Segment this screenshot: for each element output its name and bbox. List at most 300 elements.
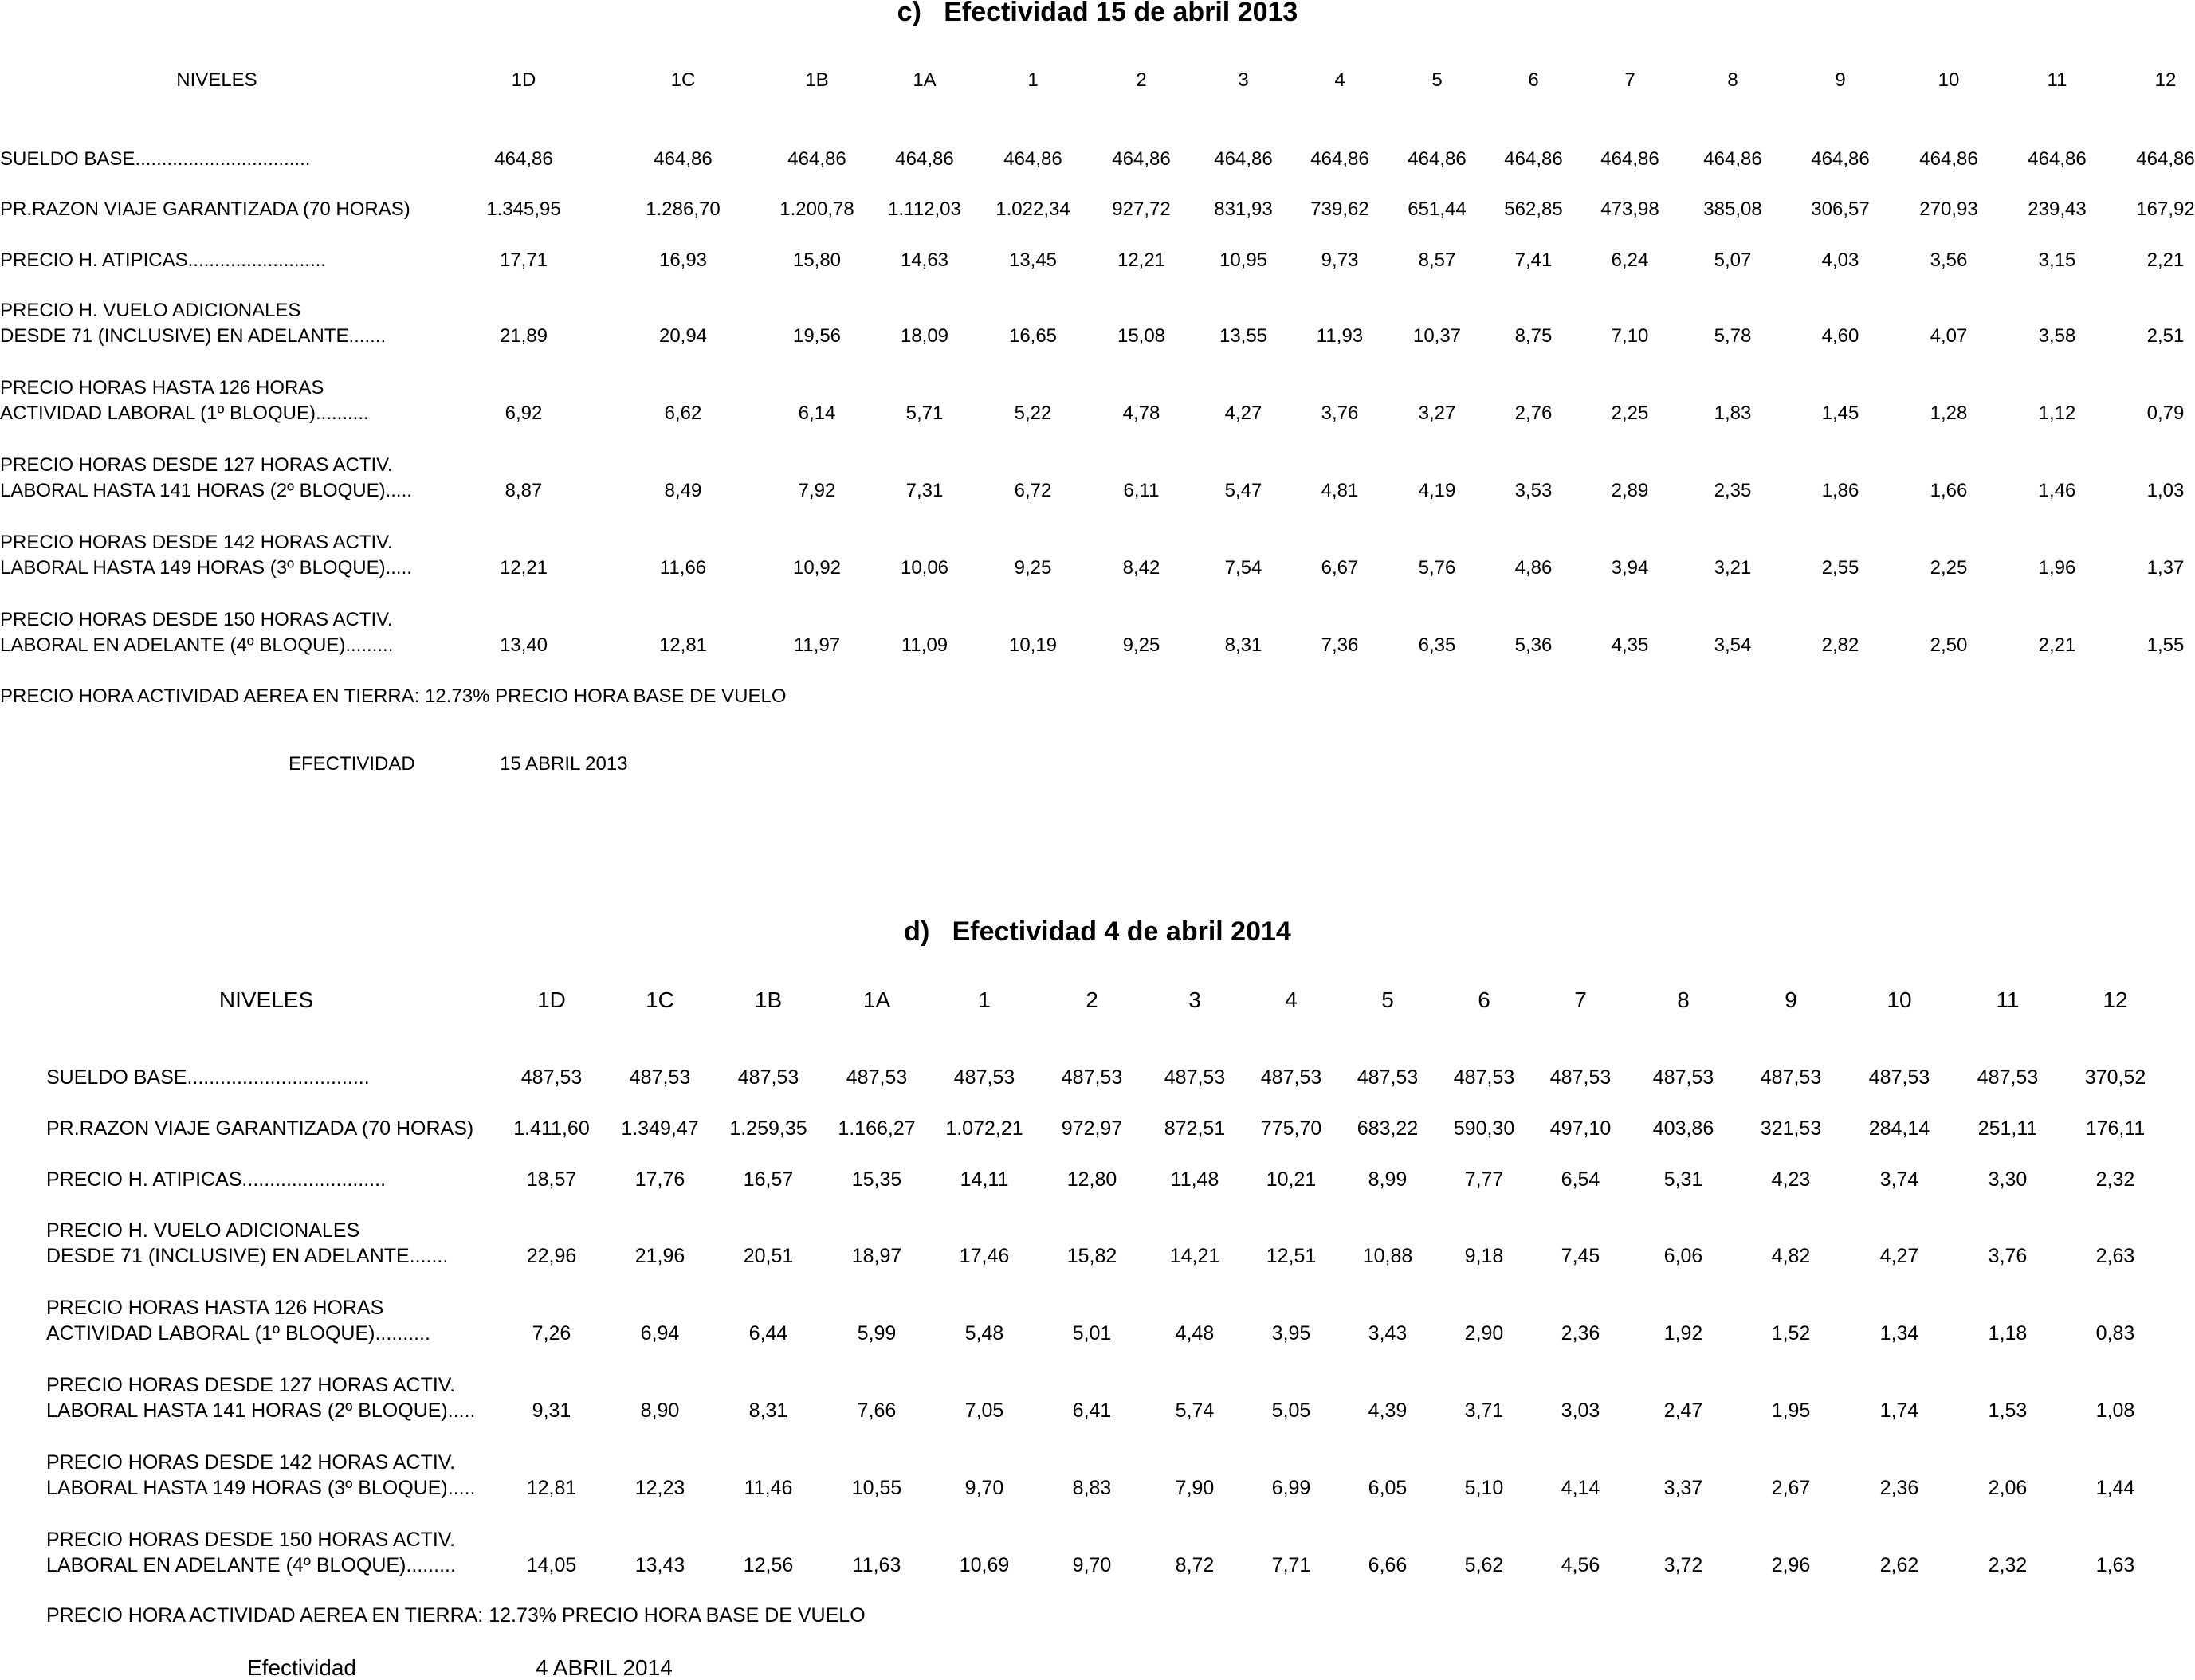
table-cell: 1.022,34 <box>995 198 1070 220</box>
table-cell: 284,14 <box>1868 1117 1930 1140</box>
table-cell: 1,55 <box>2146 634 2185 656</box>
table-cell: 1.345,95 <box>486 198 561 220</box>
level-header: 1 <box>1027 69 1039 91</box>
table-cell: 1,96 <box>2038 557 2076 579</box>
table-cell: 1,92 <box>1663 1322 1703 1344</box>
table-cell: 1,44 <box>2095 1477 2135 1499</box>
table-cell: 9,73 <box>1321 249 1359 271</box>
table-cell: 487,53 <box>1760 1066 1822 1089</box>
table-cell: 6,41 <box>1072 1399 1112 1422</box>
row-label: ACTIVIDAD LABORAL (1º BLOQUE).......... <box>0 402 369 424</box>
table-cell: 4,27 <box>1224 402 1262 424</box>
ground-activity-note: PRECIO HORA ACTIVIDAD AEREA EN TIERRA: 12.73% PRECIO HORA BASE DE VUELO <box>0 685 787 707</box>
table-cell: 5,78 <box>1714 325 1752 347</box>
table-cell: 12,21 <box>499 557 548 579</box>
table-cell: 17,46 <box>959 1245 1010 1267</box>
effective-date: 15 ABRIL 2013 <box>500 753 628 775</box>
table-cell: 12,23 <box>634 1477 685 1499</box>
table-cell: 15,08 <box>1117 325 1166 347</box>
table-cell: 2,36 <box>1561 1322 1600 1344</box>
table-cell: 6,14 <box>798 402 836 424</box>
table-cell: 15,80 <box>792 249 842 271</box>
table-cell: 13,45 <box>1008 249 1058 271</box>
table-cell: 927,72 <box>1112 198 1171 220</box>
table-cell: 16,65 <box>1008 325 1058 347</box>
effective-label: EFECTIVIDAD <box>289 753 415 775</box>
table-cell: 251,11 <box>1977 1117 2038 1140</box>
level-header: 12 <box>2103 987 2128 1012</box>
table-cell: 6,62 <box>664 402 702 424</box>
table-cell: 1.072,21 <box>945 1117 1023 1140</box>
table-cell: 487,53 <box>1061 1066 1123 1089</box>
table-cell: 22,96 <box>526 1245 577 1267</box>
table-cell: 6,05 <box>1368 1477 1408 1499</box>
table-cell: 3,58 <box>2038 325 2076 347</box>
row-label: PR.RAZON VIAJE GARANTIZADA (70 HORAS) <box>0 198 410 220</box>
table-cell: 5,01 <box>1072 1322 1112 1344</box>
table-cell: 10,06 <box>900 557 949 579</box>
table-cell: 4,81 <box>1321 480 1359 501</box>
table-cell: 270,93 <box>1919 198 1978 220</box>
table-cell: 11,63 <box>852 1554 901 1576</box>
table-cell: 10,95 <box>1219 249 1268 271</box>
effective-date: 4 ABRIL 2014 <box>536 1655 673 1680</box>
row-label: LABORAL EN ADELANTE (4º BLOQUE)......... <box>0 634 394 656</box>
levels-header-label: NIVELES <box>176 69 257 91</box>
level-header: 1C <box>646 987 674 1012</box>
level-header: 11 <box>1996 987 2020 1012</box>
table-cell: 590,30 <box>1453 1117 1515 1140</box>
table-cell: 5,10 <box>1464 1477 1504 1499</box>
table-cell: 487,53 <box>953 1066 1015 1089</box>
level-header: 7 <box>1574 987 1587 1012</box>
table-cell: 3,54 <box>1714 634 1752 656</box>
table-cell: 18,57 <box>526 1168 577 1191</box>
table-cell: 11,66 <box>659 557 707 579</box>
table-cell: 4,07 <box>1930 325 1968 347</box>
table-cell: 1,03 <box>2146 480 2185 501</box>
table-cell: 1,18 <box>1988 1322 2028 1344</box>
table-cell: 7,05 <box>964 1399 1004 1422</box>
table-cell: 464,86 <box>494 148 553 170</box>
table-cell: 6,67 <box>1321 557 1359 579</box>
table-cell: 21,96 <box>634 1245 685 1267</box>
level-header: 3 <box>1238 69 1249 91</box>
row-label: PRECIO HORAS HASTA 126 HORAS <box>0 377 324 398</box>
table-cell: 872,51 <box>1164 1117 1226 1140</box>
table-cell: 167,92 <box>2136 198 2195 220</box>
table-cell: 2,51 <box>2146 325 2185 347</box>
level-header: 1A <box>862 987 891 1012</box>
table-cell: 10,88 <box>1362 1245 1413 1267</box>
table-cell: 7,54 <box>1224 557 1262 579</box>
table-cell: 19,56 <box>792 325 842 347</box>
table-cell: 20,94 <box>658 325 708 347</box>
table-cell: 9,70 <box>1072 1554 1112 1576</box>
table-cell: 464,86 <box>1703 148 1762 170</box>
level-header: 5 <box>1381 987 1394 1012</box>
table-cell: 3,94 <box>1611 557 1649 579</box>
table-cell: 8,75 <box>1514 325 1553 347</box>
table-cell: 2,47 <box>1663 1399 1703 1422</box>
row-label: LABORAL HASTA 149 HORAS (3º BLOQUE)..... <box>0 557 412 579</box>
table-cell: 775,70 <box>1260 1117 1322 1140</box>
table-cell: 5,76 <box>1418 557 1456 579</box>
table-cell: 6,35 <box>1418 634 1456 656</box>
row-label: DESDE 71 (INCLUSIVE) EN ADELANTE....... <box>46 1245 449 1267</box>
level-header: 11 <box>2047 69 2067 91</box>
table-cell: 10,21 <box>1266 1168 1317 1191</box>
ground-activity-note: PRECIO HORA ACTIVIDAD AEREA EN TIERRA: 12.73% PRECIO HORA BASE DE VUELO <box>46 1604 866 1627</box>
table-cell: 5,48 <box>964 1322 1004 1344</box>
table-cell: 4,82 <box>1771 1245 1811 1267</box>
table-cell: 4,60 <box>1821 325 1859 347</box>
table-cell: 2,35 <box>1714 480 1752 501</box>
level-header: 1B <box>754 987 783 1012</box>
table-cell: 14,21 <box>1169 1245 1220 1267</box>
table-cell: 239,43 <box>2028 198 2087 220</box>
table-cell: 464,86 <box>1214 148 1273 170</box>
table-cell: 0,83 <box>2095 1322 2135 1344</box>
table-cell: 1.411,60 <box>513 1117 590 1140</box>
table-cell: 9,25 <box>1122 634 1160 656</box>
row-label: SUELDO BASE................................. <box>46 1066 370 1089</box>
table-cell: 403,86 <box>1652 1117 1714 1140</box>
table-cell: 5,71 <box>905 402 944 424</box>
table-cell: 3,95 <box>1271 1322 1311 1344</box>
table-cell: 12,81 <box>526 1477 577 1499</box>
table-cell: 1,52 <box>1771 1322 1811 1344</box>
table-cell: 487,53 <box>1453 1066 1515 1089</box>
table-cell: 7,90 <box>1175 1477 1215 1499</box>
table-cell: 11,46 <box>744 1477 793 1499</box>
table-cell: 5,47 <box>1224 480 1262 501</box>
row-label: PRECIO HORAS HASTA 126 HORAS <box>46 1297 384 1319</box>
table-cell: 18,09 <box>900 325 949 347</box>
level-header: 2 <box>1086 987 1098 1012</box>
table-cell: 2,55 <box>1821 557 1859 579</box>
table-cell: 3,71 <box>1464 1399 1504 1422</box>
table-cell: 473,98 <box>1600 198 1659 220</box>
level-header: 2 <box>1136 69 1147 91</box>
table-cell: 7,31 <box>905 480 944 501</box>
table-cell: 8,42 <box>1122 557 1160 579</box>
table-cell: 385,08 <box>1703 198 1762 220</box>
row-label: PRECIO HORAS DESDE 142 HORAS ACTIV. <box>0 532 393 553</box>
table-cell: 2,63 <box>2095 1245 2135 1267</box>
table-cell: 464,86 <box>1919 148 1978 170</box>
level-header: 7 <box>1624 69 1635 91</box>
level-header: 1D <box>537 987 566 1012</box>
table-cell: 2,82 <box>1821 634 1859 656</box>
row-label: LABORAL HASTA 141 HORAS (2º BLOQUE)..... <box>0 480 412 501</box>
table-cell: 3,30 <box>1988 1168 2028 1191</box>
table-cell: 0,79 <box>2146 402 2185 424</box>
level-header: 1B <box>805 69 829 91</box>
table-cell: 10,69 <box>959 1554 1010 1576</box>
level-header: 8 <box>1727 69 1738 91</box>
table-cell: 321,53 <box>1760 1117 1822 1140</box>
row-label: PRECIO H. VUELO ADICIONALES <box>0 300 301 321</box>
table-cell: 2,50 <box>1930 634 1968 656</box>
table-cell: 6,66 <box>1368 1554 1408 1576</box>
table-cell: 12,56 <box>743 1554 794 1576</box>
level-header: 4 <box>1334 69 1345 91</box>
table-cell: 11,48 <box>1170 1168 1219 1191</box>
table-cell: 3,53 <box>1514 480 1553 501</box>
row-label: PRECIO HORAS DESDE 150 HORAS ACTIV. <box>0 609 393 630</box>
table-cell: 15,82 <box>1066 1245 1117 1267</box>
table-cell: 2,06 <box>1988 1477 2028 1499</box>
row-label: PRECIO HORAS DESDE 127 HORAS ACTIV. <box>46 1374 456 1396</box>
table-cell: 1,12 <box>2038 402 2076 424</box>
table-cell: 2,32 <box>2095 1168 2135 1191</box>
level-header: 10 <box>1938 69 1960 91</box>
table-cell: 11,93 <box>1316 325 1364 347</box>
table-cell: 4,48 <box>1175 1322 1215 1344</box>
table-cell: 1,53 <box>1988 1399 2028 1422</box>
table-cell: 1.286,70 <box>646 198 721 220</box>
table-cell: 464,86 <box>787 148 846 170</box>
table-cell: 487,53 <box>629 1066 691 1089</box>
table-cell: 831,93 <box>1214 198 1273 220</box>
table-cell: 2,36 <box>1879 1477 1919 1499</box>
table-cell: 5,22 <box>1014 402 1052 424</box>
table-cell: 1.259,35 <box>729 1117 807 1140</box>
table-cell: 5,99 <box>857 1322 897 1344</box>
table-cell: 5,74 <box>1175 1399 1215 1422</box>
table-cell: 464,86 <box>1600 148 1659 170</box>
table-cell: 16,57 <box>743 1168 794 1191</box>
section-title: c) Efectividad 15 de abril 2013 <box>897 0 1298 27</box>
table-cell: 3,72 <box>1663 1554 1703 1576</box>
table-cell: 464,86 <box>1811 148 1870 170</box>
table-cell: 3,74 <box>1879 1168 1919 1191</box>
table-cell: 6,06 <box>1663 1245 1703 1267</box>
row-label: PRECIO HORAS DESDE 142 HORAS ACTIV. <box>46 1451 456 1474</box>
row-label: PR.RAZON VIAJE GARANTIZADA (70 HORAS) <box>46 1117 474 1140</box>
table-cell: 7,92 <box>798 480 836 501</box>
table-cell: 3,15 <box>2038 249 2076 271</box>
table-cell: 18,97 <box>851 1245 902 1267</box>
table-cell: 8,31 <box>1224 634 1262 656</box>
table-cell: 11,97 <box>793 634 841 656</box>
table-cell: 651,44 <box>1408 198 1467 220</box>
table-cell: 21,89 <box>499 325 548 347</box>
table-cell: 5,07 <box>1714 249 1752 271</box>
table-cell: 13,43 <box>634 1554 685 1576</box>
table-cell: 1.349,47 <box>621 1117 699 1140</box>
table-cell: 7,71 <box>1271 1554 1311 1576</box>
table-cell: 9,31 <box>532 1399 571 1422</box>
table-cell: 3,76 <box>1988 1245 2028 1267</box>
table-cell: 1,34 <box>1879 1322 1919 1344</box>
level-header: 6 <box>1528 69 1539 91</box>
table-cell: 1,86 <box>1821 480 1859 501</box>
table-cell: 12,51 <box>1266 1245 1317 1267</box>
levels-header-label: NIVELES <box>218 987 314 1012</box>
row-label: LABORAL EN ADELANTE (4º BLOQUE)......... <box>46 1554 456 1576</box>
table-cell: 1.200,78 <box>779 198 854 220</box>
table-cell: 10,37 <box>1412 325 1462 347</box>
level-header: 3 <box>1188 987 1201 1012</box>
table-cell: 12,80 <box>1066 1168 1117 1191</box>
table-cell: 2,21 <box>2146 249 2185 271</box>
table-cell: 487,53 <box>1652 1066 1714 1089</box>
row-label: PRECIO H. VUELO ADICIONALES <box>46 1219 360 1242</box>
table-cell: 1,74 <box>1879 1399 1919 1422</box>
table-cell: 6,24 <box>1611 249 1649 271</box>
table-cell: 8,57 <box>1418 249 1456 271</box>
table-cell: 1,66 <box>1930 480 1968 501</box>
table-cell: 8,72 <box>1175 1554 1215 1576</box>
table-cell: 2,25 <box>1611 402 1649 424</box>
table-cell: 5,36 <box>1514 634 1553 656</box>
table-cell: 11,09 <box>901 634 948 656</box>
level-header: 4 <box>1285 987 1298 1012</box>
table-cell: 464,86 <box>1504 148 1563 170</box>
table-cell: 739,62 <box>1310 198 1369 220</box>
table-cell: 5,05 <box>1271 1399 1311 1422</box>
table-cell: 487,53 <box>1260 1066 1322 1089</box>
table-cell: 4,14 <box>1561 1477 1600 1499</box>
table-cell: 3,27 <box>1418 402 1456 424</box>
table-cell: 1,28 <box>1930 402 1968 424</box>
table-cell: 3,37 <box>1663 1477 1703 1499</box>
row-label: LABORAL HASTA 149 HORAS (3º BLOQUE)..... <box>46 1477 476 1499</box>
table-cell: 2,62 <box>1879 1554 1919 1576</box>
table-cell: 464,86 <box>654 148 713 170</box>
table-cell: 14,05 <box>526 1554 577 1576</box>
table-cell: 487,53 <box>1164 1066 1226 1089</box>
table-cell: 12,21 <box>1117 249 1166 271</box>
table-cell: 6,44 <box>748 1322 788 1344</box>
table-cell: 1,45 <box>1821 402 1859 424</box>
table-cell: 487,53 <box>846 1066 908 1089</box>
table-cell: 972,97 <box>1061 1117 1123 1140</box>
table-cell: 13,55 <box>1219 325 1268 347</box>
row-label: ACTIVIDAD LABORAL (1º BLOQUE).......... <box>46 1322 430 1344</box>
table-cell: 2,21 <box>2038 634 2076 656</box>
level-header: 1D <box>511 69 536 91</box>
table-cell: 5,31 <box>1663 1168 1703 1191</box>
table-cell: 464,86 <box>1112 148 1171 170</box>
table-cell: 7,45 <box>1561 1245 1600 1267</box>
table-cell: 1.166,27 <box>838 1117 916 1140</box>
row-label: PRECIO H. ATIPICAS.......................... <box>46 1168 387 1191</box>
table-cell: 7,36 <box>1321 634 1359 656</box>
table-cell: 1,83 <box>1714 402 1752 424</box>
table-cell: 7,77 <box>1464 1168 1504 1191</box>
table-cell: 8,83 <box>1072 1477 1112 1499</box>
table-cell: 8,87 <box>505 480 543 501</box>
table-cell: 464,86 <box>2136 148 2195 170</box>
table-cell: 4,03 <box>1821 249 1859 271</box>
table-cell: 1,46 <box>2038 480 2076 501</box>
table-cell: 464,86 <box>1003 148 1062 170</box>
table-cell: 4,19 <box>1418 480 1456 501</box>
effective-label: Efectividad <box>247 1655 356 1680</box>
table-cell: 487,53 <box>1977 1066 2039 1089</box>
table-cell: 4,86 <box>1514 557 1553 579</box>
table-cell: 2,90 <box>1464 1322 1504 1344</box>
level-header: 9 <box>1835 69 1846 91</box>
table-cell: 1,95 <box>1771 1399 1811 1422</box>
row-label: DESDE 71 (INCLUSIVE) EN ADELANTE....... <box>0 325 387 347</box>
table-cell: 497,10 <box>1549 1117 1612 1140</box>
section-title: d) Efectividad 4 de abril 2014 <box>904 917 1291 947</box>
table-cell: 1,63 <box>2095 1554 2135 1576</box>
table-cell: 562,85 <box>1504 198 1563 220</box>
table-cell: 8,49 <box>664 480 702 501</box>
table-cell: 4,39 <box>1368 1399 1408 1422</box>
table-cell: 487,53 <box>1549 1066 1612 1089</box>
table-cell: 9,18 <box>1464 1245 1504 1267</box>
table-cell: 370,52 <box>2084 1066 2146 1089</box>
table-cell: 10,19 <box>1008 634 1058 656</box>
table-cell: 2,89 <box>1611 480 1649 501</box>
table-cell: 1.112,03 <box>888 198 961 220</box>
table-cell: 8,99 <box>1368 1168 1408 1191</box>
table-cell: 487,53 <box>737 1066 799 1089</box>
table-cell: 14,63 <box>900 249 949 271</box>
table-cell: 8,90 <box>640 1399 680 1422</box>
table-cell: 20,51 <box>743 1245 794 1267</box>
row-label: LABORAL HASTA 141 HORAS (2º BLOQUE)..... <box>46 1399 476 1422</box>
table-cell: 9,70 <box>964 1477 1004 1499</box>
table-cell: 3,43 <box>1368 1322 1408 1344</box>
table-cell: 2,32 <box>1988 1554 2028 1576</box>
table-cell: 10,92 <box>792 557 842 579</box>
table-cell: 17,71 <box>499 249 548 271</box>
table-cell: 3,76 <box>1321 402 1359 424</box>
table-cell: 7,66 <box>857 1399 897 1422</box>
table-cell: 5,62 <box>1464 1554 1504 1576</box>
row-label: PRECIO HORAS DESDE 150 HORAS ACTIV. <box>46 1529 456 1551</box>
table-cell: 176,11 <box>2085 1117 2146 1140</box>
table-cell: 2,25 <box>1930 557 1968 579</box>
table-cell: 14,11 <box>960 1168 1009 1191</box>
row-label: PRECIO HORAS DESDE 127 HORAS ACTIV. <box>0 454 393 476</box>
table-cell: 8,31 <box>748 1399 788 1422</box>
table-cell: 16,93 <box>658 249 708 271</box>
table-cell: 683,22 <box>1357 1117 1419 1140</box>
table-cell: 306,57 <box>1811 198 1870 220</box>
table-cell: 4,78 <box>1122 402 1160 424</box>
row-label: PRECIO H. ATIPICAS.......................... <box>0 249 326 271</box>
level-header: 6 <box>1478 987 1490 1012</box>
table-cell: 3,03 <box>1561 1399 1600 1422</box>
table-cell: 1,08 <box>2095 1399 2135 1422</box>
table-cell: 6,11 <box>1123 480 1160 501</box>
table-cell: 487,53 <box>1868 1066 1930 1089</box>
table-cell: 17,76 <box>634 1168 685 1191</box>
table-cell: 487,53 <box>520 1066 583 1089</box>
table-cell: 6,94 <box>640 1322 680 1344</box>
level-header: 1 <box>978 987 991 1012</box>
table-cell: 3,21 <box>1714 557 1752 579</box>
level-header: 1C <box>670 69 696 91</box>
table-cell: 464,86 <box>1408 148 1467 170</box>
level-header: 8 <box>1677 987 1690 1012</box>
table-cell: 2,96 <box>1771 1554 1811 1576</box>
table-cell: 2,67 <box>1771 1477 1811 1499</box>
table-cell: 13,40 <box>499 634 548 656</box>
table-cell: 6,72 <box>1014 480 1052 501</box>
table-cell: 6,92 <box>505 402 543 424</box>
table-cell: 7,10 <box>1611 325 1649 347</box>
table-cell: 3,56 <box>1930 249 1968 271</box>
